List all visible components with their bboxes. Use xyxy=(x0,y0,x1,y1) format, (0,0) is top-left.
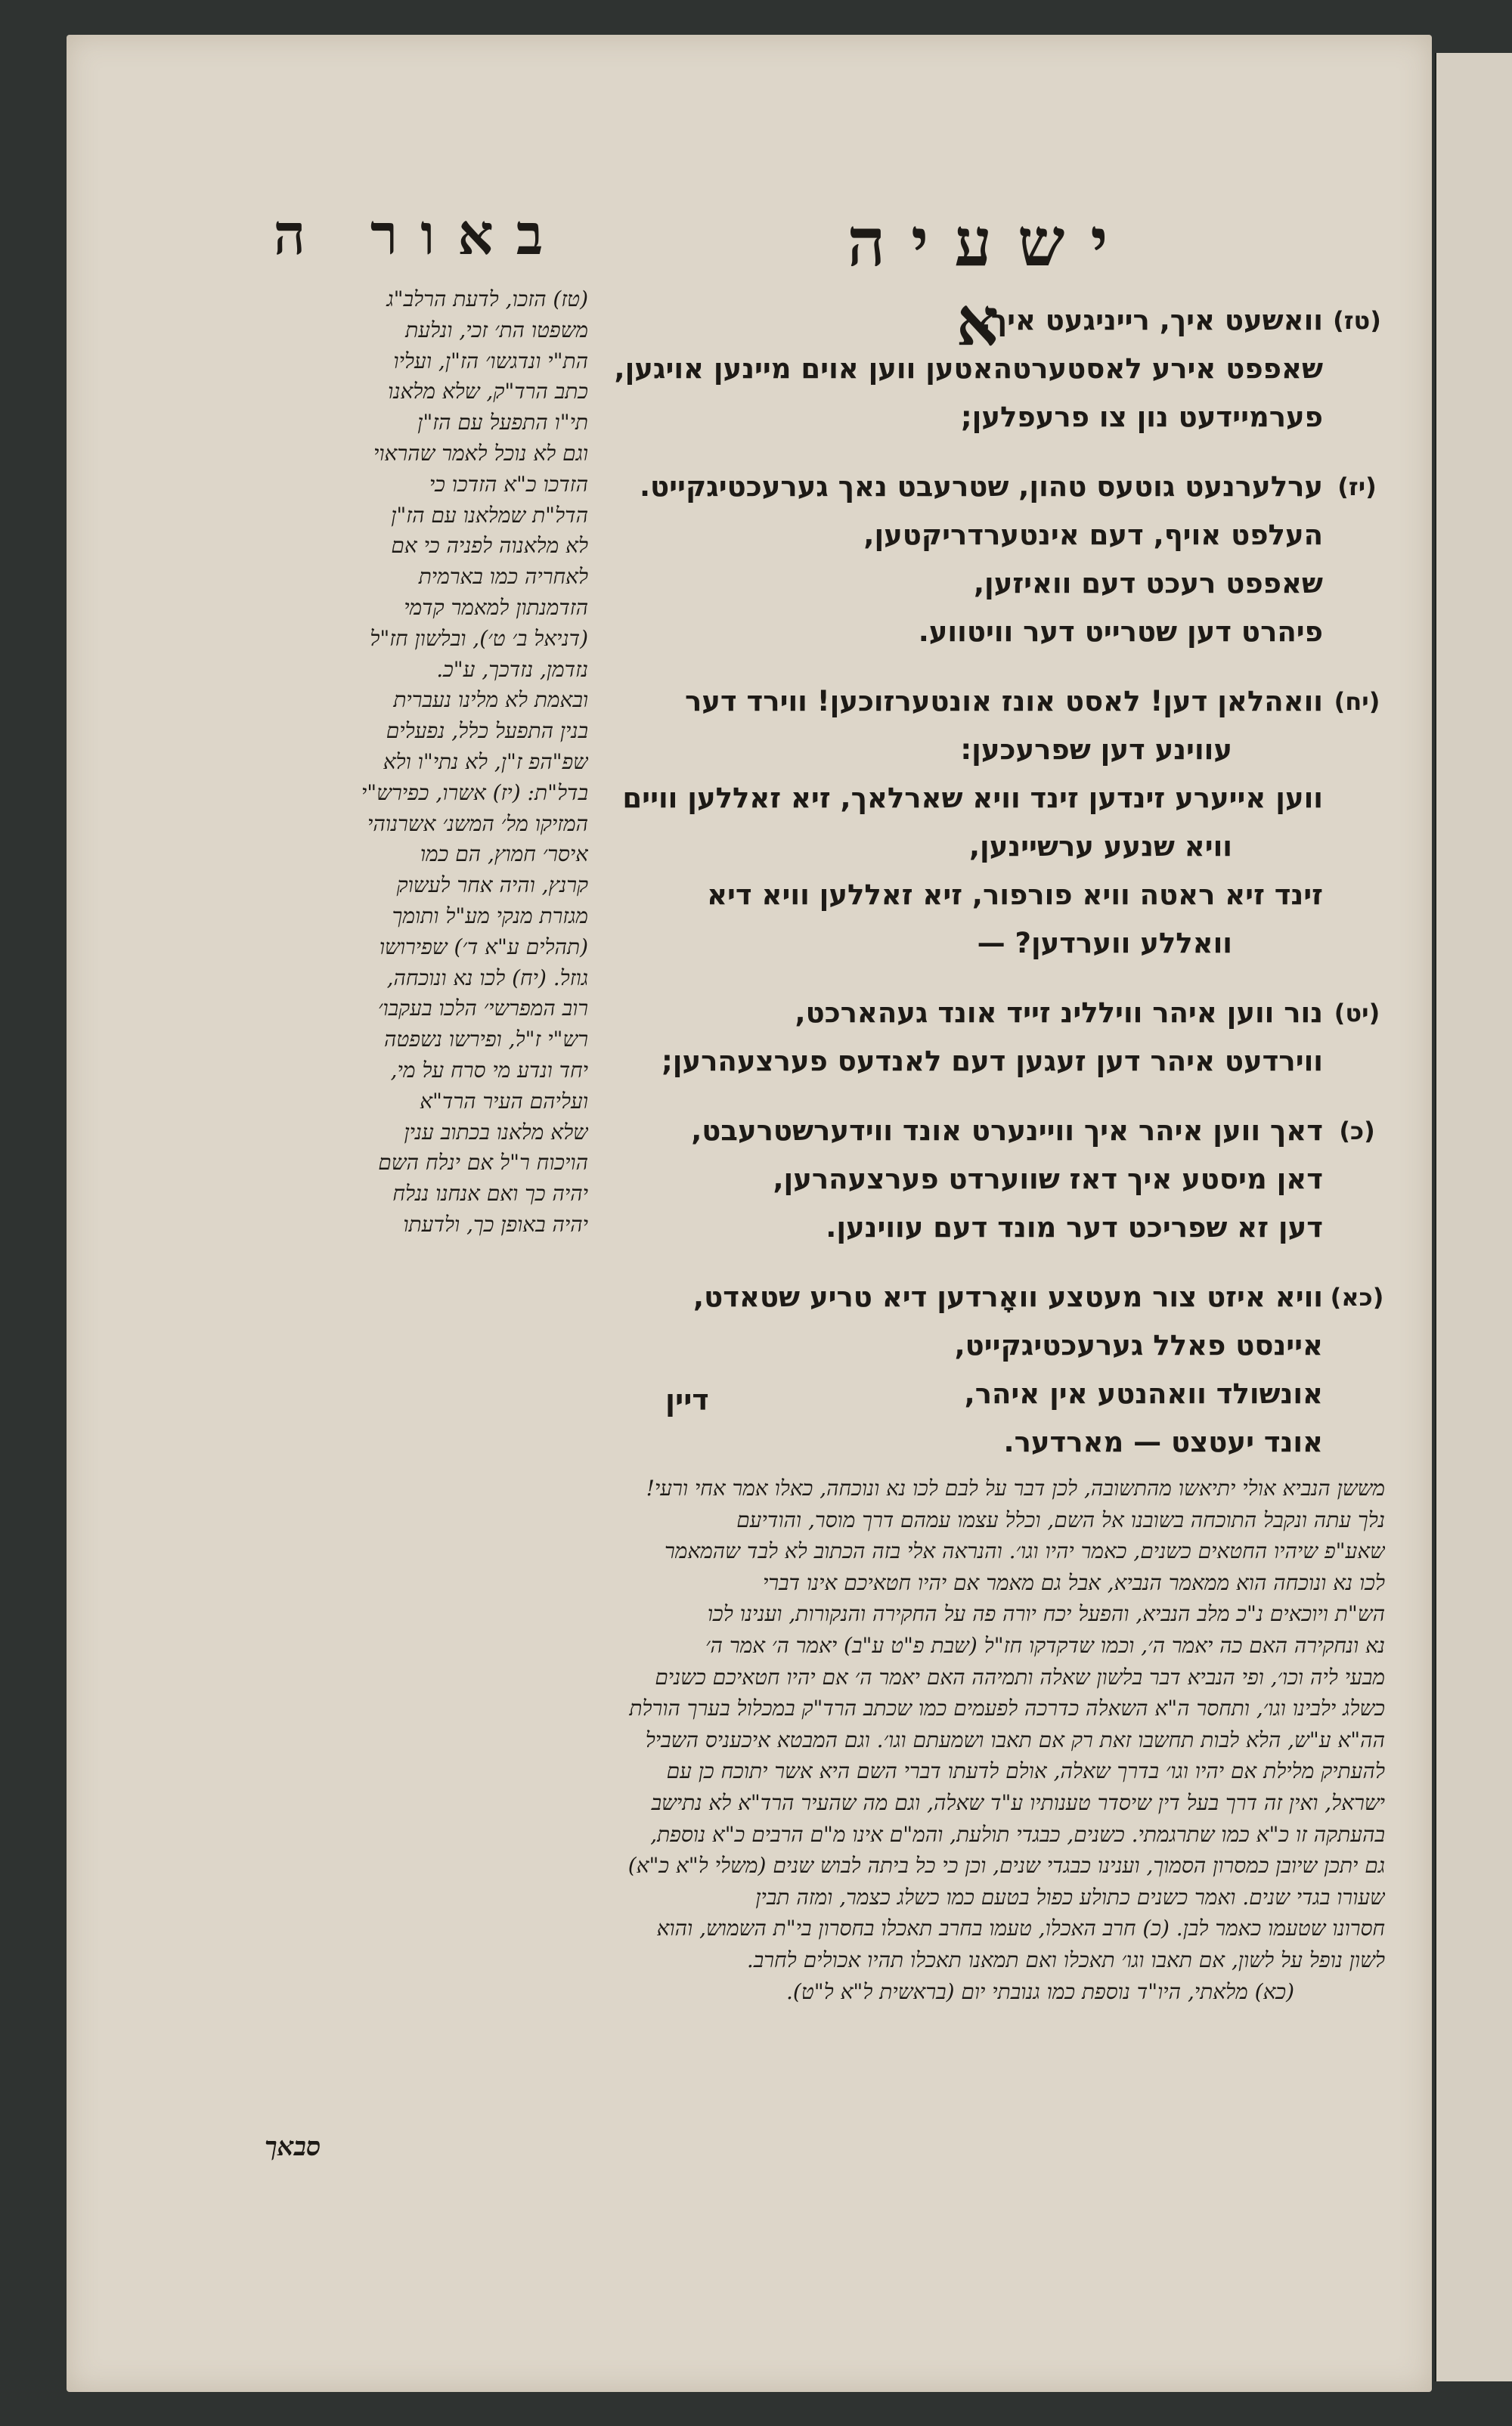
verse-line: ווירדעט איהר דען זעגען דעם לאנדעס פערצעהרען; xyxy=(661,1045,1323,1077)
verse-line: פיהרט דען שטרייט דער וויטווע. xyxy=(918,615,1323,648)
commentary-line: שפ"הפ ז"ן, לא נתי"ו ולא xyxy=(383,748,588,774)
commentary-line: קרנץ, והיה אחר לעשוק xyxy=(396,872,588,898)
footnote-line: לשון נופל על לשון, אם תאבו וגו׳ תאכלו ואם תמאנו תאכלו תהיו אכולים לחרב. xyxy=(746,1947,1385,1972)
commentary-line: משפטו הת׳ זכי, ונלעת xyxy=(405,317,588,342)
commentary-line: (דניאל ב׳ ט׳), ובלשון חז"ל xyxy=(370,625,588,651)
commentary-line: לאחריה כמו בארמית xyxy=(418,564,588,590)
verse-21 xyxy=(605,1273,1391,1467)
commentary-line: איסר׳ חמוץ, הם כמו xyxy=(420,841,588,867)
verse-line: וואשעט איך, רייניגעט איך, xyxy=(980,304,1323,336)
commentary-line: כתב הרד"ק, שלא מלאנו xyxy=(388,379,588,404)
commentary-line: (טז) הזכו, לדעת הרלב"ג xyxy=(386,287,588,311)
adjacent-page-edge xyxy=(1435,53,1512,2381)
commentary-line: גוזל. (יח) לכו נא ונוכחה, xyxy=(386,965,588,990)
verse-number: (יט) xyxy=(1334,999,1380,1027)
footnote-line: הש"ת ויוכאים נ"כ מלב הנביא, והפעל יכח יורה פה על החקירה והנקורות, וענינו לכו xyxy=(707,1601,1385,1627)
verse-line: אונשולד וואהנטע אין איהר, xyxy=(964,1377,1323,1410)
verse-line: וואללע ווערדען? — xyxy=(977,927,1232,959)
commentary-line: (תהלים ע"א ד׳) שפירושו xyxy=(379,934,588,959)
verse-number: (יז) xyxy=(1337,472,1377,501)
commentary-line: הזדמנתון למאמר קדמי xyxy=(404,594,588,620)
commentary-line: נזדמן, נזדכך, ע"כ. xyxy=(436,656,588,682)
commentary-line: ועליהם העיר הרד"א xyxy=(420,1088,588,1114)
commentary-title: באור ה xyxy=(273,203,566,268)
commentary-line: תי"ו התפעל עם הז"ן xyxy=(417,410,588,435)
verse-number: (טז) xyxy=(1333,306,1381,335)
commentary-line: בדל"ת: (יז) אשרו, כפירש"י xyxy=(361,779,588,805)
verse-line: דאך ווען איהר איך וויינערט אונד ווידערשטרעבט, xyxy=(691,1114,1323,1147)
footnote-line: שעורו בגדי שנים. ואמר כשנים כתולע כפול בטעם כמו כשלג כצמר, ומזה תבין xyxy=(755,1884,1385,1910)
verse-line: דען זא שפריכט דער מונד דעם עווינען. xyxy=(826,1211,1323,1244)
footnote-line: שאע"פ שיהיו החטאים כשנים, כאמר יהיו וגו׳. והנראה אלי בזה הכתוב לא לבד שהמאמר xyxy=(664,1538,1385,1564)
verse-line: ערלערנעט גוטעס טהון, שטרעבט נאך גערעכטיגקייט. xyxy=(639,470,1323,503)
verse-line: וויא שנעע ערשיינען, xyxy=(968,830,1232,863)
verse-20 xyxy=(605,1107,1391,1252)
verse-line: שאפפט רעכט דעם וואיזען, xyxy=(973,567,1323,600)
commentary-line: הדל"ת שמלאנו עם הז"ן xyxy=(391,502,588,528)
footnote-line: כשלג ילבינו וגו׳, ותחסר ה"א השאלה כדרכה לפעמים כמו שכתב הרד"ק במכלול בערך הורלת xyxy=(629,1696,1385,1721)
footnote-line: לכו נא ונוכחה הוא ממאמר הנביא, אבל גם מאמר אם יהיו חטאיכם אינו דברי xyxy=(762,1569,1385,1595)
signature-word: דיין xyxy=(665,1383,709,1417)
footnote-line: הה"א ע"ש, הלא לבות תחשבו זאת רק אם תאבו ושמעתם וגו׳. וגם המבטא איכעניס השביל xyxy=(645,1727,1385,1752)
footnote-block xyxy=(243,1473,1385,2007)
footnote-line: חסרונו שטעמו כאמר לבן. (כ) חרב האכלו, טעמו בחרב תאכלו בחסרון בי"ת השמוש, והוא xyxy=(656,1916,1385,1941)
verse-line: נור ווען איהר וויללינ זייד אונד געהארכט, xyxy=(795,996,1323,1029)
footnote-line: מששן הנביא אולי יתיאשו מהתשובה, לכן דבר על לבם לכו נא ונוכחה, כאלו אמר אחי ורעי! xyxy=(646,1476,1385,1501)
verse-line: וואהלאן דען! לאסט אונז אונטערזוכען! ווירד דער xyxy=(685,685,1323,717)
commentary-line: המזיקו מל׳ המשנ׳ אשרנוהי xyxy=(367,810,588,836)
verse-17 xyxy=(605,463,1391,656)
commentary-line: הזדכו כ"א הזדכו כי xyxy=(429,471,588,497)
verse-number: (כא) xyxy=(1330,1283,1384,1312)
verse-line: עווינע דען שפרעכען: xyxy=(960,733,1232,766)
commentary-line: רוב המפרשי׳ הלכו בעקבו׳ xyxy=(378,996,588,1021)
footnote-line: גם יתכן שיובן כמסרון הסמוך, וענינו כבגדי שנים, וכן כי כל ביתה לבוש שנים (משלי ל"א כ"א) xyxy=(627,1853,1385,1879)
footnote-line: נלך עתה ונקבל התוכחה בשובנו אל השם, וכלל עצמו עמהם דרך מוסר, והודיעם xyxy=(736,1507,1385,1532)
catchword: סבאך xyxy=(265,2132,321,2162)
commentary-column xyxy=(243,284,588,1464)
commentary-line: שלא מלאנו בכתוב ענין xyxy=(404,1119,588,1145)
verse-16 xyxy=(605,296,1391,442)
commentary-line: יהיה כך ואם אנחנו ננלח xyxy=(392,1181,588,1207)
verse-line: שאפפט אירע לאסטערטהאטען ווען אוים מיינען אויגען, xyxy=(614,352,1323,385)
footnote-line: ישראל, ואין זה דרך בעל דין שיסדר טענותיו ע"ד שאלה, וגם מה שהעיר הרד"א לא נתישב xyxy=(651,1789,1385,1815)
commentary-line: יחד ונדע מי סרח על מי, xyxy=(390,1057,588,1083)
footnote-line: (כא) מלאתי, היו"ד נוספת כמו גנובתי יום (בראשית ל"א ל"ט). xyxy=(786,1978,1294,2004)
verse-line: אונד יעטצט — מארדער. xyxy=(1003,1426,1323,1458)
book-title: ישעיה א xyxy=(847,203,1134,361)
verse-19 xyxy=(605,989,1391,1086)
verse-18 xyxy=(605,677,1391,968)
verse-number: (יח) xyxy=(1334,687,1380,716)
commentary-line: מגזרת מנקי מע"ל ותומך xyxy=(392,903,588,928)
commentary-line: יהיה באופן כך, ולדעתו xyxy=(403,1211,588,1237)
verse-line: איינסט פאלל גערעכטיגקייט, xyxy=(954,1329,1323,1362)
commentary-line: ובאמת לא מלינו נעברית xyxy=(393,687,588,713)
verse-line: וויא איזט צור מעטצע וואָרדען דיא טריע שטאדט, xyxy=(693,1281,1323,1313)
verse-line: זינד זיא ראטה וויא פורפור, זיא זאללען וויא דיא xyxy=(707,878,1323,911)
verse-line: העלפט אויף, דעם אינטערדריקטען, xyxy=(863,519,1323,551)
commentary-line: רש"י ז"ל, ופירשו נשפטה xyxy=(383,1027,588,1052)
commentary-line: וגם לא נוכל לאמר שהראוי xyxy=(373,440,588,466)
footnote-line: בהעתקה זו כ"א כמו שתרגמתי. כשנים, כבגדי תולעת, והמ"ם אינו מ"ם הרבים כ"א נוספת, xyxy=(650,1821,1385,1847)
commentary-line: הויכוח ר"ל אם ינלח השם xyxy=(378,1150,588,1176)
main-text xyxy=(605,296,1391,1461)
verse-line: דאן מיסטע איך דאז שווערדט פערצעהרען, xyxy=(773,1163,1323,1195)
commentary-line: בנין התפעל כלל, נפעלים xyxy=(386,718,588,744)
verse-number: (כ) xyxy=(1339,1117,1375,1145)
footnote-line: נא ונחקירה האם כה יאמר ה׳, וכמו שדקדקו חז"ל (שבת פ"ט ע"ב) יאמר ה׳ אמר ה׳ xyxy=(705,1632,1385,1658)
footnote-line: מבעי ליה וכו׳, ופי הנביא דבר בלשון שאלה ותמיהה האם יאמר ה׳ אם יהיו חטאיכם כשנים xyxy=(655,1664,1385,1690)
commentary-line: הת"י ונדגשו׳ הז"ן, ועליו xyxy=(393,348,588,373)
footnote-line: להעתיק מלילת אם יהיו וגו׳ בדרך שאלה, אולם לדעתו דברי השם היא אשר יתוכח כן עם xyxy=(666,1758,1385,1784)
verse-line: ווען אייערע זינדען זינד וויא שארלאך, זיא זאללען וויים xyxy=(622,782,1323,814)
verse-line: פערמיידעט נון צו פרעפלען; xyxy=(960,401,1323,433)
commentary-line: לא מלאנוה לפניה כי אם xyxy=(391,533,588,559)
